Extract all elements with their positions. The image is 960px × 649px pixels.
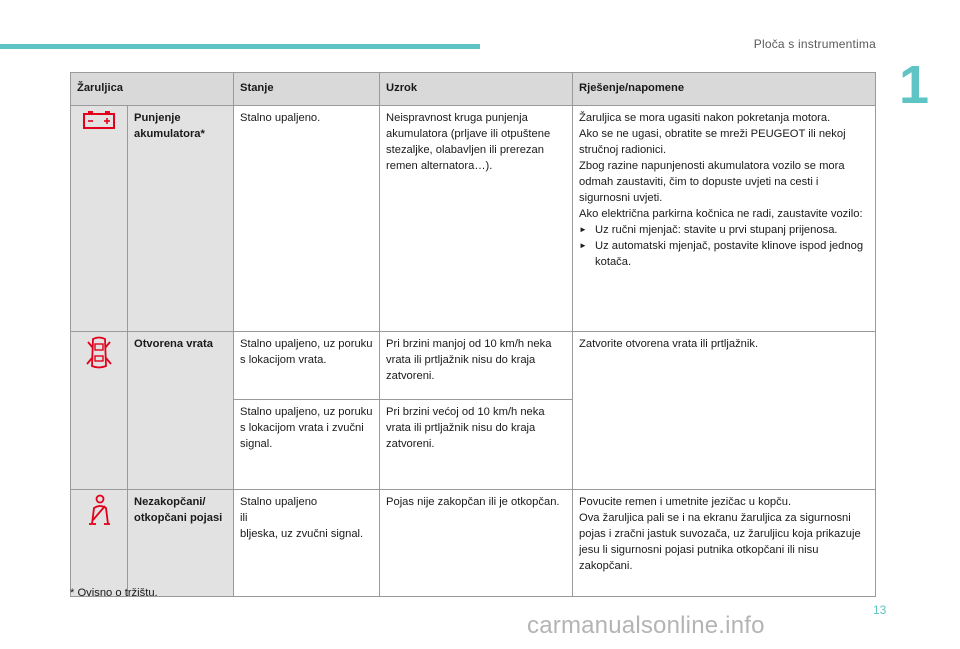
battery-icon (82, 110, 116, 130)
table-row (71, 332, 876, 400)
state-text: ili (240, 512, 248, 524)
list-item: ► Uz automatski mjenjač, postavite klinove ispod jednog kotača. (579, 238, 869, 270)
solution-bullets (579, 222, 869, 270)
column-header-lamp: Žaruljica (71, 73, 234, 106)
solution-text: Povucite remen i umetnite jezičac u kopču. (579, 496, 792, 508)
seatbelt-icon (86, 494, 112, 528)
lamp-cause: Pri brzini manjoj od 10 km/h neka vrata ili prtljažnik nisu do kraja zatvoreni. (380, 332, 573, 400)
table-row (71, 106, 876, 332)
lamp-name: Nezakopčani/ otkopčani pojasi (128, 490, 234, 597)
section-title: Ploča s instrumentima (753, 37, 876, 51)
open-door-icon (85, 336, 113, 370)
solution-text: Ova žaruljica pali se i na ekranu žaruljica za sigurnosni pojas i zračni jastuk suvozača, uz žaruljicu koja prikazuje jesu li sigurnosni pojasi putnika otkopčani ili nisu zakopčani. (579, 512, 861, 572)
lamp-icon-cell (71, 106, 128, 332)
state-text: Stalno upaljeno (240, 496, 318, 508)
solution-text: Žaruljica se mora ugasiti nakon pokretanja motora. (579, 112, 831, 124)
solution-text: Ako električna parkirna kočnica ne radi, zaustavite vozilo: (579, 208, 863, 220)
lamp-name: Punjenje akumulatora* (128, 106, 234, 332)
lamp-state: Stalno upaljeno. (234, 106, 380, 332)
watermark: carmanualsonline.info (527, 612, 765, 639)
solution-text: Ako se ne ugasi, obratite se mreži PEUGEOT ili nekoj stručnoj radionici. (579, 128, 846, 156)
lamp-name: Otvorena vrata (128, 332, 234, 490)
lamp-state (234, 490, 380, 597)
table-header-row (71, 73, 876, 106)
lamp-icon-cell (71, 332, 128, 490)
lamp-solution (573, 106, 876, 332)
lamp-state: Stalno upaljeno, uz poruku s lokacijom vrata. (234, 332, 380, 400)
column-header-cause: Uzrok (380, 73, 573, 106)
page-number: 13 (873, 603, 887, 617)
state-text: bljeska, uz zvučni signal. (240, 528, 364, 540)
column-header-solution: Rješenje/napomene (573, 73, 876, 106)
chapter-number: 1 (899, 55, 930, 115)
list-item: ► Uz ručni mjenjač: stavite u prvi stupanj prijenosa. (579, 222, 869, 238)
header-accent-bar (0, 44, 480, 49)
lamp-solution: Zatvorite otvorena vrata ili prtljažnik. (573, 332, 876, 490)
footnote: * Ovisno o tržištu. (70, 587, 158, 599)
lamp-icon-cell (71, 490, 128, 597)
column-header-state: Stanje (234, 73, 380, 106)
lamp-cause: Pojas nije zakopčan ili je otkopčan. (380, 490, 573, 597)
solution-text: Zbog razine napunjenosti akumulatora vozilo se mora odmah zaustaviti, čim to dopuste uvjeti na cesti i sigurnosni uvjeti. (579, 160, 845, 204)
warning-lamps-table (70, 72, 876, 597)
lamp-state: Stalno upaljeno, uz poruku s lokacijom vrata i zvučni signal. (234, 400, 380, 490)
lamp-cause: Pri brzini većoj od 10 km/h neka vrata ili prtljažnik nisu do kraja zatvoreni. (380, 400, 573, 490)
lamp-solution (573, 490, 876, 597)
table-row (71, 490, 876, 597)
lamp-cause: Neispravnost kruga punjenja akumulatora (prljave ili otpuštene stezaljke, olabavljen ili prerezan remen alternatora…). (380, 106, 573, 332)
